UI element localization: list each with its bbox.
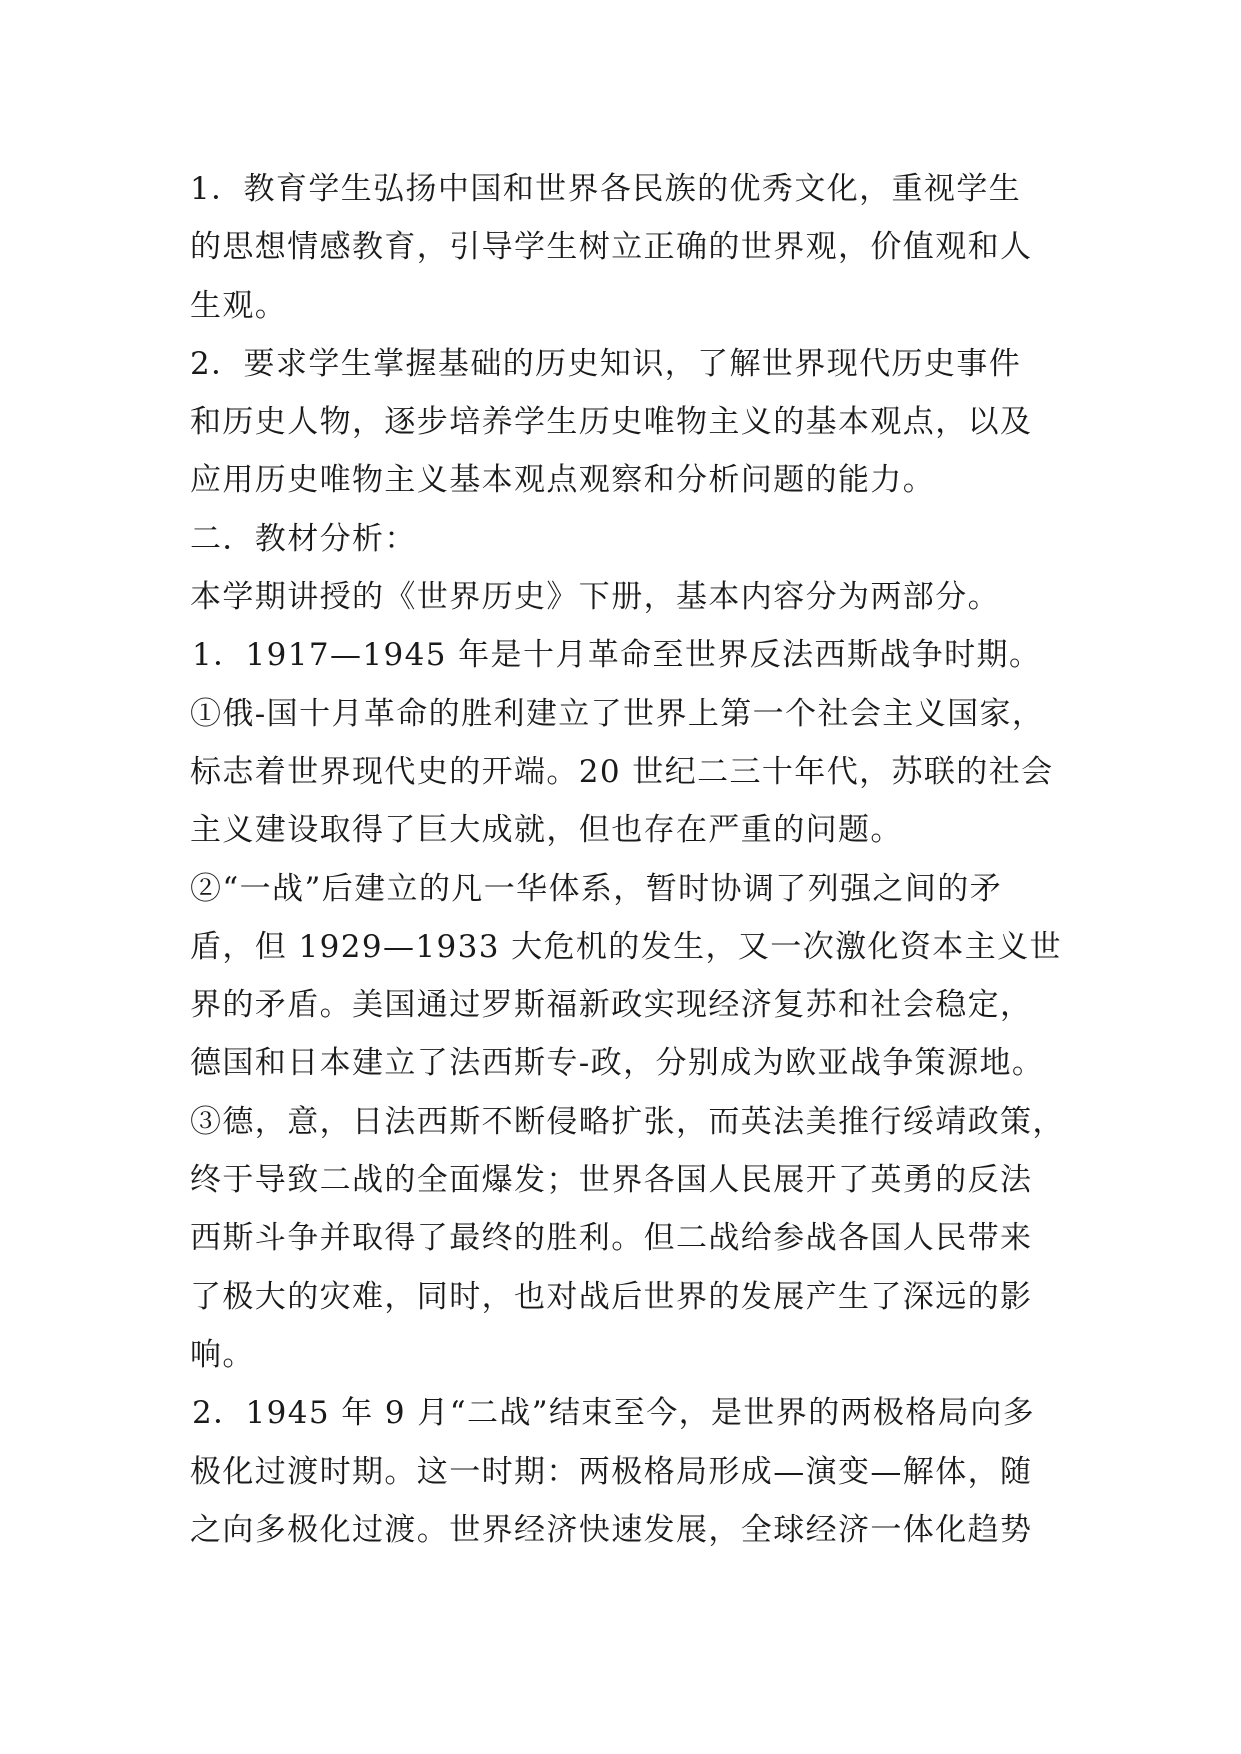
text-line: 终于导致二战的全面爆发；世界各国人民展开了英勇的反法 — [190, 1162, 1033, 1199]
text-line: 标志着世界现代史的开端。20 世纪二三十年代，苏联的社会 — [190, 753, 1054, 790]
text-line: 盾，但 1929—1933 大危机的发生，又一次激化资本主义世 — [190, 928, 1062, 965]
text-line: 主义建设取得了巨大成就，但也存在严重的问题。 — [190, 812, 903, 849]
text-line: 本学期讲授的《世界历史》下册，基本内容分为两部分。 — [190, 579, 1000, 616]
text-line: 西斯斗争并取得了最终的胜利。但二战给参战各国人民带来 — [190, 1220, 1033, 1257]
text-line: 之向多极化过渡。世界经济快速发展，全球经济一体化趋势 — [190, 1511, 1033, 1548]
text-line: 2．1945 年 9 月“二战”结束至今，是世界的两极格局向多 — [192, 1395, 1035, 1432]
text-line: 界的矛盾。美国通过罗斯福新政实现经济复苏和社会稳定， — [190, 987, 1033, 1024]
text-line: 的思想情感教育，引导学生树立正确的世界观，价值观和人 — [190, 229, 1033, 266]
text-line: 和历史人物，逐步培养学生历史唯物主义的基本观点，以及 — [190, 404, 1033, 441]
body-text — [190, 160, 1090, 1559]
text-line: 响。 — [190, 1336, 255, 1373]
text-line: 2．要求学生掌握基础的历史知识，了解世界现代历史事件 — [190, 345, 1022, 382]
text-line: ③德，意，日法西斯不断侵略扩张，而英法美推行绥靖政策， — [190, 1103, 1065, 1140]
text-line: 1．1917—1945 年是十月革命至世界反法西斯战争时期。 — [192, 637, 1042, 674]
text-line: 生观。 — [190, 287, 288, 324]
section-heading: 二．教材分析： — [190, 520, 417, 557]
text-line: 了极大的灾难，同时，也对战后世界的发展产生了深远的影 — [190, 1278, 1033, 1315]
text-line: 极化过渡时期。这一时期：两极格局形成—演变—解体，随 — [190, 1453, 1033, 1490]
text-line: ②“一战”后建立的凡一华体系，暂时协调了列强之间的矛 — [190, 870, 1003, 907]
text-line: ①俄-国十月革命的胜利建立了世界上第一个社会主义国家， — [190, 695, 1045, 732]
text-line: 德国和日本建立了法西斯专-政，分别成为欧亚战争策源地。 — [190, 1045, 1045, 1082]
text-line: 1．教育学生弘扬中国和世界各民族的优秀文化，重视学生 — [190, 171, 1022, 207]
text-line: 应用历史唯物主义基本观点观察和分析问题的能力。 — [190, 462, 936, 499]
